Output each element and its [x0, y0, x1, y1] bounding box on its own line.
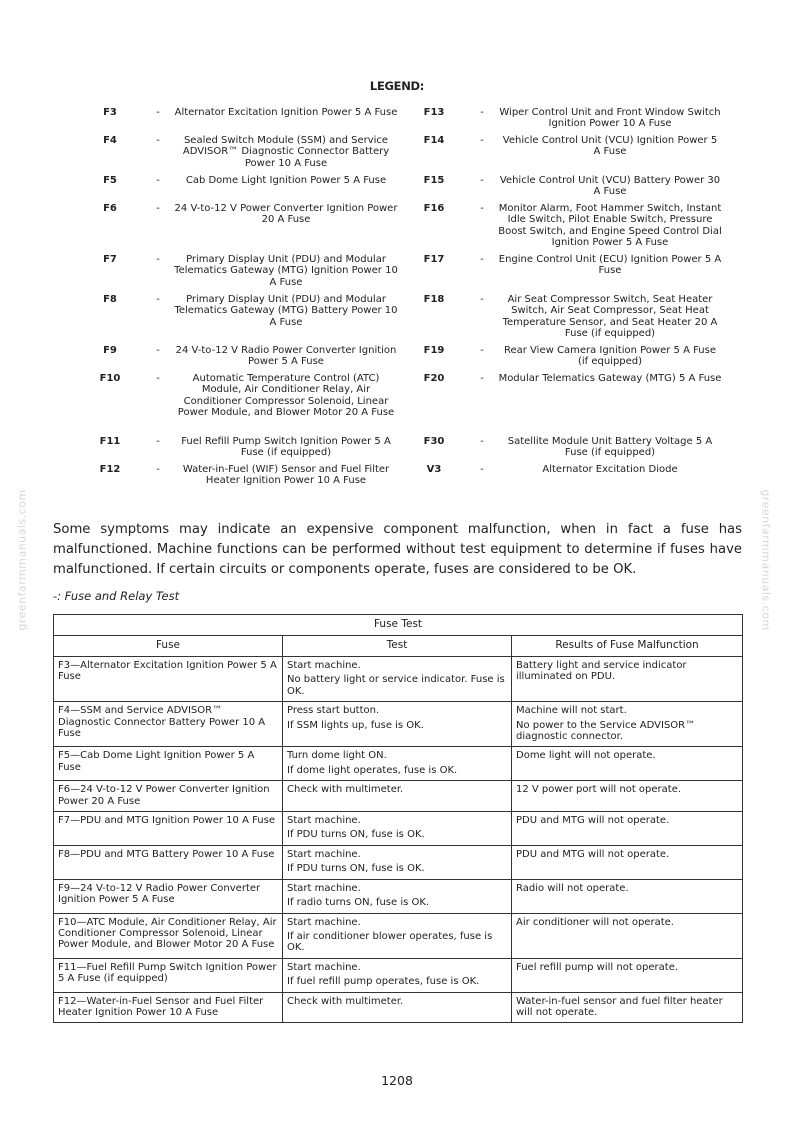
table-row	[54, 781, 743, 812]
legend-description: Cab Dome Light Ignition Power 5 A Fuse	[185, 175, 387, 186]
test-line: Start machine.	[287, 916, 361, 928]
test-line: Press start button.	[287, 705, 380, 717]
table-row	[54, 879, 743, 913]
legend-description: Sealed Switch Module (SSM) and Service ADVISOR™ Diagnostic Connector Battery Power 10 A Fuse	[182, 135, 390, 169]
legend-description: Water-in-Fuel (WIF) Sensor and Fuel Filter Heater Ignition Power 10 A Fuse	[182, 464, 390, 487]
fuse-cell: F5—Cab Dome Light Ignition Power 5 A Fuse	[54, 747, 283, 781]
legend-description: Vehicle Control Unit (VCU) Ignition Power 5 A Fuse	[502, 135, 718, 158]
table-row	[54, 747, 743, 781]
table-caption: -: Fuse and Relay Test	[53, 589, 180, 603]
result-line: Water-in-fuel sensor and fuel filter heater will not operate.	[516, 995, 723, 1018]
result-cell	[512, 747, 743, 781]
test-cell	[283, 845, 512, 879]
test-cell	[283, 812, 512, 846]
legend-code: F10	[99, 373, 121, 384]
legend-code: F30	[423, 436, 445, 447]
legend-dash: -	[480, 254, 484, 265]
legend-dash: -	[156, 175, 160, 186]
test-line: Check with multimeter.	[287, 995, 404, 1007]
table-row	[54, 958, 743, 992]
test-cell	[283, 992, 512, 1023]
result-cell	[512, 812, 743, 846]
legend-code: F5	[103, 175, 117, 186]
legend-dash: -	[480, 373, 484, 384]
test-line: Start machine.	[287, 848, 361, 860]
test-cell	[283, 702, 512, 747]
test-cell	[283, 913, 512, 958]
test-line: If air conditioner blower operates, fuse is OK.	[287, 930, 493, 954]
result-line: Battery light and service indicator illuminated on PDU.	[516, 660, 687, 683]
result-line: Dome light will not operate.	[516, 750, 656, 762]
column-header-fuse: Fuse	[54, 636, 283, 657]
legend-dash: -	[156, 294, 160, 305]
legend-dash: -	[480, 175, 484, 186]
legend-code: F3	[103, 107, 117, 118]
legend-description: Vehicle Control Unit (VCU) Battery Power 30 A Fuse	[499, 175, 721, 198]
fuse-cell: F12—Water-in-Fuel Sensor and Fuel Filter Heater Ignition Power 10 A Fuse	[54, 992, 283, 1023]
page-number: 1208	[381, 1073, 413, 1088]
legend-code: F4	[103, 135, 117, 146]
legend-dash: -	[480, 294, 484, 305]
test-line: Turn dome light ON.	[287, 750, 387, 762]
legend-code: F18	[423, 294, 445, 305]
table-row	[54, 913, 743, 958]
legend-description: Engine Control Unit (ECU) Ignition Power 5 A Fuse	[498, 254, 722, 277]
column-header-test: Test	[283, 636, 512, 657]
legend-code: F17	[423, 254, 445, 265]
test-line: If PDU turns ON, fuse is OK.	[287, 829, 425, 841]
intro-paragraph: Some symptoms may indicate an expensive component malfunction, when in fact a fuse has malfunctioned. Machine functions can be performed without test equipment to determine if fuses have malfunctioned. If certain circuits or components operate, fuses are considered to be OK.	[53, 522, 742, 577]
legend-description: Modular Telematics Gateway (MTG) 5 A Fuse	[498, 373, 722, 384]
legend-dash: -	[156, 345, 160, 356]
legend-description: Automatic Temperature Control (ATC) Module, Air Conditioner Relay, Air Conditioner Compressor Solenoid, Linear Power Module, and Blower Motor 20 A Fuse	[177, 373, 395, 419]
watermark-right: greenfarmmanuals.com	[759, 489, 773, 631]
result-line: No power to the Service ADVISOR™ diagnostic connector.	[516, 719, 696, 743]
legend-dash: -	[156, 135, 160, 146]
legend-dash: -	[480, 464, 484, 475]
result-cell	[512, 992, 743, 1023]
result-cell	[512, 781, 743, 812]
test-line: Start machine.	[287, 961, 361, 973]
legend-dash: -	[480, 345, 484, 356]
test-cell	[283, 657, 512, 702]
result-line: Machine will not start.	[516, 705, 627, 717]
legend-dash: -	[156, 107, 160, 118]
test-line: Start machine.	[287, 815, 361, 827]
legend-description: 24 V-to-12 V Radio Power Converter Ignition Power 5 A Fuse	[175, 345, 397, 368]
test-line: Check with multimeter.	[287, 784, 404, 796]
test-line: Start machine.	[287, 660, 361, 671]
legend-dash: -	[156, 436, 160, 447]
legend-code: F16	[423, 203, 445, 214]
legend-dash: -	[156, 203, 160, 214]
legend-code: F13	[423, 107, 445, 118]
legend-code: F20	[423, 373, 445, 384]
fuse-cell: F7—PDU and MTG Ignition Power 10 A Fuse	[54, 812, 283, 846]
legend-code: F12	[99, 464, 121, 475]
legend-description: Air Seat Compressor Switch, Seat Heater Switch, Air Seat Compressor, Seat Heat Temperature Sensor, and Seat Heater 20 A Fuse (if equipped)	[502, 294, 718, 340]
result-cell	[512, 702, 743, 747]
legend-description: Rear View Camera Ignition Power 5 A Fuse (if equipped)	[503, 345, 717, 368]
test-line: If radio turns ON, fuse is OK.	[287, 897, 430, 909]
result-cell	[512, 657, 743, 702]
test-line: If dome light operates, fuse is OK.	[287, 764, 458, 776]
legend-description: Primary Display Unit (PDU) and Modular Telematics Gateway (MTG) Ignition Power 10 A Fuse	[174, 254, 398, 288]
legend-description: Wiper Control Unit and Front Window Switch Ignition Power 10 A Fuse	[499, 107, 721, 130]
fuse-cell: F10—ATC Module, Air Conditioner Relay, Air Conditioner Compressor Solenoid, Linear Power Module, and Blower Motor 20 A Fuse	[54, 913, 283, 958]
legend-code: F15	[423, 175, 445, 186]
legend-code: F9	[103, 345, 117, 356]
result-line: Air conditioner will not operate.	[516, 916, 674, 928]
legend-description: Fuel Refill Pump Switch Ignition Power 5 A Fuse (if equipped)	[181, 436, 391, 459]
legend-dash: -	[480, 203, 484, 214]
fuse-cell: F11—Fuel Refill Pump Switch Ignition Power 5 A Fuse (if equipped)	[54, 958, 283, 992]
legend-title: LEGEND:	[369, 79, 425, 93]
result-line: Radio will not operate.	[516, 882, 629, 894]
legend-dash: -	[156, 254, 160, 265]
legend-code: F7	[103, 254, 117, 265]
test-cell	[283, 879, 512, 913]
result-line: 12 V power port will not operate.	[516, 784, 682, 796]
fuse-test-table	[53, 614, 743, 1023]
fuse-cell: F4—SSM and Service ADVISOR™ Diagnostic Connector Battery Power 10 A Fuse	[54, 702, 283, 747]
test-line: No battery light or service indicator. Fuse is OK.	[287, 674, 505, 697]
legend-code: V3	[426, 464, 442, 475]
fuse-cell: F3—Alternator Excitation Ignition Power 5 A Fuse	[54, 657, 283, 702]
fuse-cell: F9—24 V-to-12 V Radio Power Converter Ignition Power 5 A Fuse	[54, 879, 283, 913]
table-row	[54, 845, 743, 879]
result-cell	[512, 845, 743, 879]
legend-dash: -	[156, 464, 160, 475]
table-row	[54, 992, 743, 1023]
fuse-cell: F6—24 V-to-12 V Power Converter Ignition Power 20 A Fuse	[54, 781, 283, 812]
legend-description: Monitor Alarm, Foot Hammer Switch, Instant Idle Switch, Pilot Enable Switch, Pressure Boost Switch, and Engine Speed Control Dial Ignition Power 5 A Fuse	[498, 203, 722, 249]
legend-description: 24 V-to-12 V Power Converter Ignition Power 20 A Fuse	[174, 203, 398, 226]
result-line: PDU and MTG will not operate.	[516, 815, 670, 827]
result-cell	[512, 879, 743, 913]
legend-dash: -	[480, 436, 484, 447]
test-line: If SSM lights up, fuse is OK.	[287, 719, 424, 731]
legend-description: Satellite Module Unit Battery Voltage 5 A Fuse (if equipped)	[507, 436, 713, 459]
table-row	[54, 812, 743, 846]
legend-code: F19	[423, 345, 445, 356]
legend-description: Alternator Excitation Ignition Power 5 A Fuse	[174, 107, 398, 118]
table-row	[54, 657, 743, 702]
legend-code: F11	[99, 436, 121, 447]
result-line: PDU and MTG will not operate.	[516, 848, 670, 860]
legend-dash: -	[480, 107, 484, 118]
legend-description: Alternator Excitation Diode	[542, 464, 678, 475]
test-line: If PDU turns ON, fuse is OK.	[287, 863, 425, 875]
column-header-results: Results of Fuse Malfunction	[512, 636, 743, 657]
table-row	[54, 702, 743, 747]
watermark-left: greenfarmmanuals.com	[15, 489, 29, 631]
legend-description: Primary Display Unit (PDU) and Modular Telematics Gateway (MTG) Battery Power 10 A Fuse	[174, 294, 398, 328]
legend-code: F6	[103, 203, 117, 214]
fuse-cell: F8—PDU and MTG Battery Power 10 A Fuse	[54, 845, 283, 879]
test-cell	[283, 747, 512, 781]
result-cell	[512, 913, 743, 958]
test-line: Start machine.	[287, 882, 361, 894]
result-cell	[512, 958, 743, 992]
legend-dash: -	[156, 373, 160, 384]
test-cell	[283, 958, 512, 992]
test-cell	[283, 781, 512, 812]
result-line: Fuel refill pump will not operate.	[516, 961, 679, 973]
test-line: If fuel refill pump operates, fuse is OK.	[287, 976, 480, 988]
legend-code: F8	[103, 294, 117, 305]
legend-code: F14	[423, 135, 445, 146]
table-title: Fuse Test	[54, 615, 743, 636]
legend-dash: -	[480, 135, 484, 146]
